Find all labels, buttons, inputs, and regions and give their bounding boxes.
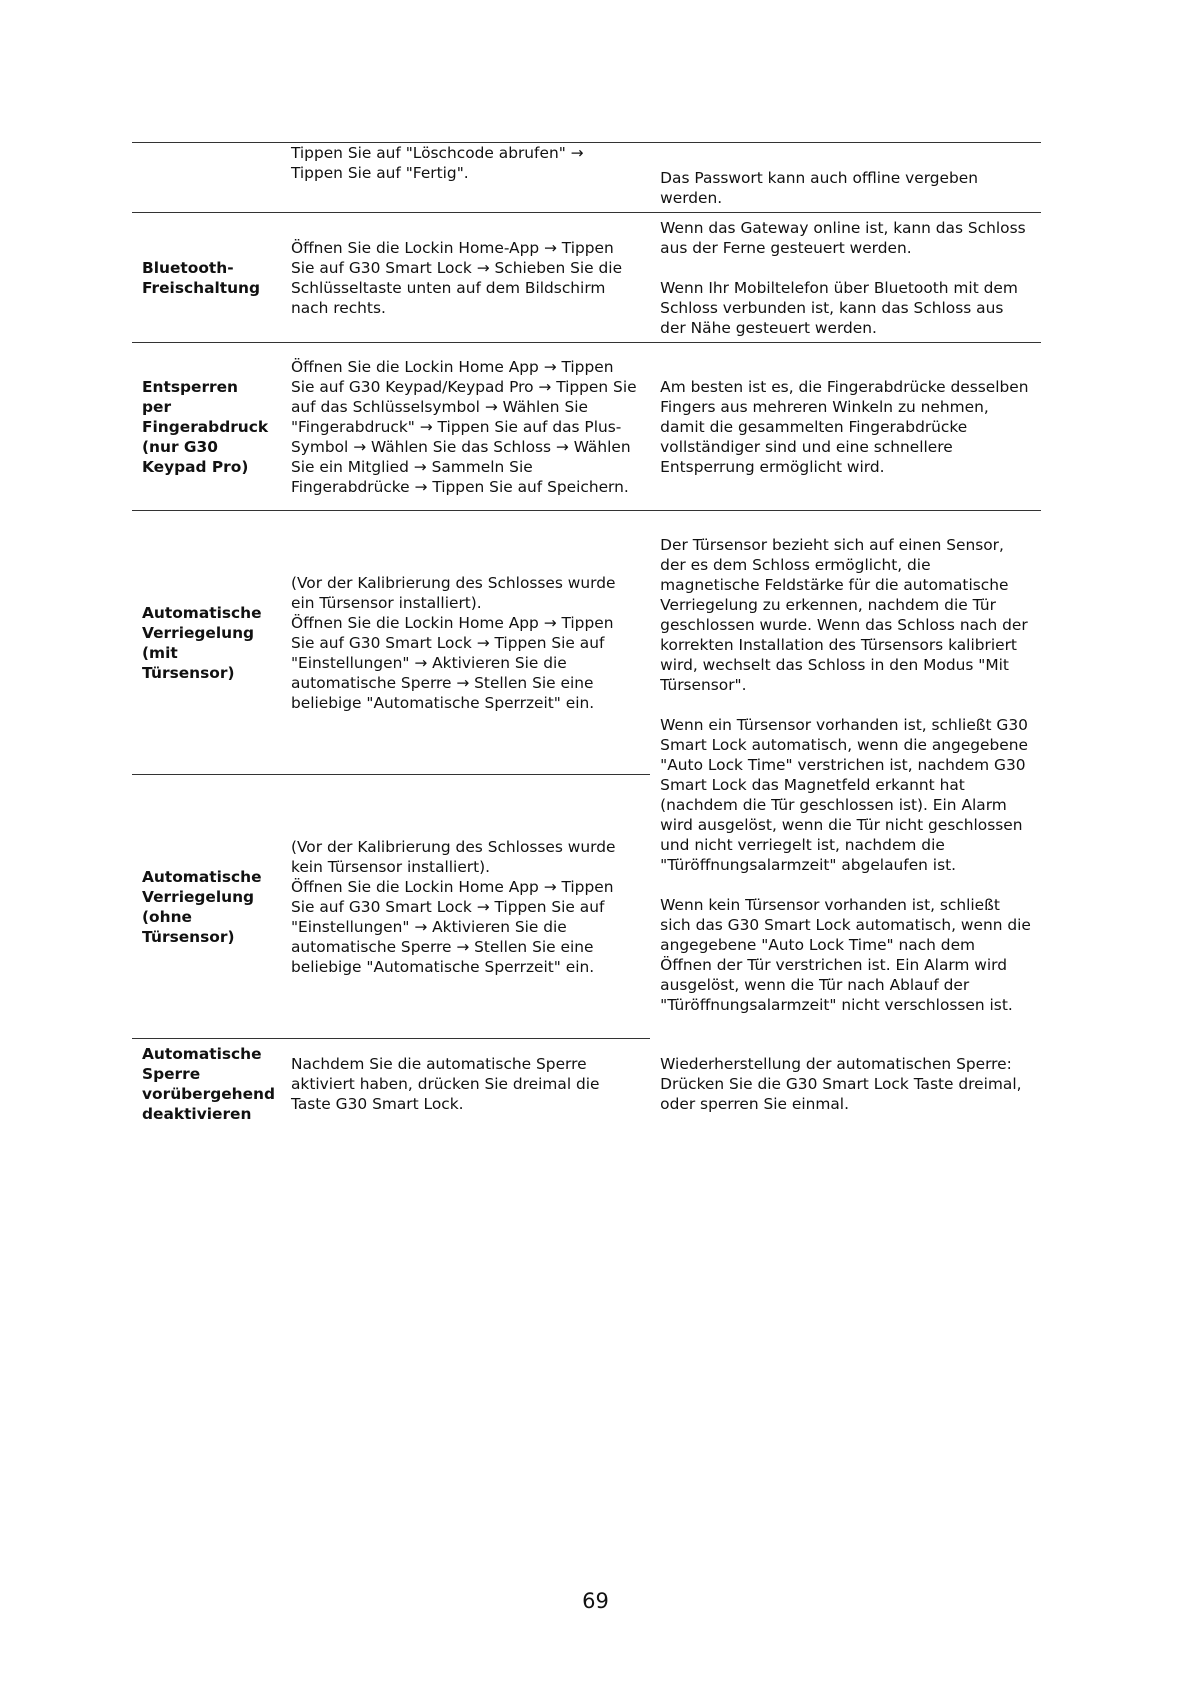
note-paragraph: Wenn Ihr Mobiltelefon über Bluetooth mit dem Schloss verbunden ist, kann das Schloss aus der Nähe gesteuert werden. [660, 278, 1018, 337]
steps-cell: Nachdem Sie die automatische Sperre aktiviert haben, drücken Sie dreimal die Taste G30 Smart Lock. [290, 1054, 600, 1113]
feature-label: Automatische Verriegelung (mit Türsensor) [142, 603, 262, 682]
notes-cell [650, 343, 1041, 511]
steps-cell: Öffnen Sie die Lockin Home App → Tippen Sie auf G30 Keypad/Keypad Pro → Tippen Sie auf das Schlüsselsymbol → Wählen Sie "Fingerabdruck" → Tippen Sie auf das Plus-Symbol → Wählen Sie das Schloss → Wählen Sie ein Mitglied → Sammeln Sie Fingerabdrücke → Tippen Sie auf Speichern. [281, 343, 650, 511]
feature-label: Automatische Verriegelung (ohne Türsensor) [132, 775, 281, 1039]
notes-cell [650, 213, 1041, 343]
auto-lock-notes-cell [650, 511, 1041, 1039]
steps-cell: (Vor der Kalibrierung des Schlosses wurde kein Türsensor installiert). Öffnen Sie die Lockin Home App → Tippen Sie auf G30 Smart Lock → Tippen Sie auf "Einstellungen" → Aktivieren Sie die automatische Sperre → Stellen Sie eine beliebige "Automatische Sperrzeit" ein. [281, 775, 650, 1039]
page-number: 69 [582, 1589, 609, 1613]
steps-cell: (Vor der Kalibrierung des Schlosses wurde ein Türsensor installiert). Öffnen Sie die Lockin Home App → Tippen Sie auf G30 Smart Lock → Tippen Sie auf "Einstellungen" → Aktivieren Sie die automatische Sperre → Stellen Sie eine beliebige "Automatische Sperrzeit" ein. [290, 573, 616, 712]
feature-label: Automatische Sperre vorübergehend deaktivieren [142, 1044, 276, 1123]
note-paragraph: Wenn ein Türsensor vorhanden ist, schließt G30 Smart Lock automatisch, wenn die angegebene "Auto Lock Time" verstrichen ist, nachdem G30 Smart Lock das Magnetfeld erkannt hat (nachdem die Tür geschlossen ist). Ein Alarm wird ausgelöst, wenn die Tür nicht geschlossen und nicht verriegelt ist, nachdem die "Türöffnungsalarmzeit" abgelaufen ist. [660, 715, 1028, 874]
steps-cell: Öffnen Sie die Lockin Home-App → Tippen Sie auf G30 Smart Lock → Schieben Sie die Schlüsseltaste unten auf dem Bildschirm nach rechts. [281, 213, 650, 343]
table-row [132, 511, 1041, 775]
feature-label: Entsperren per Fingerabdruck (nur G30 Keypad Pro) [132, 343, 281, 511]
feature-label [132, 143, 281, 213]
note-paragraph: Wiederherstellung der automatischen Sperre: Drücken Sie die G30 Smart Lock Taste dreimal, oder sperren Sie einmal. [660, 1054, 1022, 1113]
notes-cell [650, 143, 1041, 213]
table-row [132, 343, 1041, 511]
note-paragraph: Am besten ist es, die Fingerabdrücke desselben Fingers aus mehreren Winkeln zu nehmen, damit die gesammelten Fingerabdrücke vollständiger sind und eine schnellere Entsperrung ermöglicht wird. [660, 377, 1029, 476]
feature-table [132, 142, 1041, 1129]
table-row [132, 213, 1041, 343]
steps-cell: Tippen Sie auf "Löschcode abrufen" → Tippen Sie auf "Fertig". [281, 143, 650, 213]
note-paragraph: Das Passwort kann auch offline vergeben werden. [660, 169, 979, 207]
notes-cell [650, 1039, 1041, 1129]
note-paragraph: Wenn kein Türsensor vorhanden ist, schließt sich das G30 Smart Lock automatisch, wenn die angegebene "Auto Lock Time" nach dem Öffnen der Tür verstrichen ist. Ein Alarm wird ausgelöst, wenn die Tür nach Ablauf der "Türöffnungsalarmzeit" nicht verschlossen ist. [660, 895, 1031, 1014]
note-paragraph: Wenn das Gateway online ist, kann das Schloss aus der Ferne gesteuert werden. [660, 218, 1026, 257]
note-paragraph: Der Türsensor bezieht sich auf einen Sensor, der es dem Schloss ermöglicht, die magnetische Feldstärke für die automatische Verriegelung zu erkennen, nachdem die Tür geschlossen wurde. Wenn das Schloss nach der korrekten Installation des Türsensors kalibriert wird, wechselt das Schloss in den Modus "Mit Türsensor". [660, 535, 1028, 694]
feature-label: Bluetooth-Freischaltung [132, 213, 281, 343]
table-row [132, 143, 1041, 213]
table-row [132, 1039, 1041, 1129]
